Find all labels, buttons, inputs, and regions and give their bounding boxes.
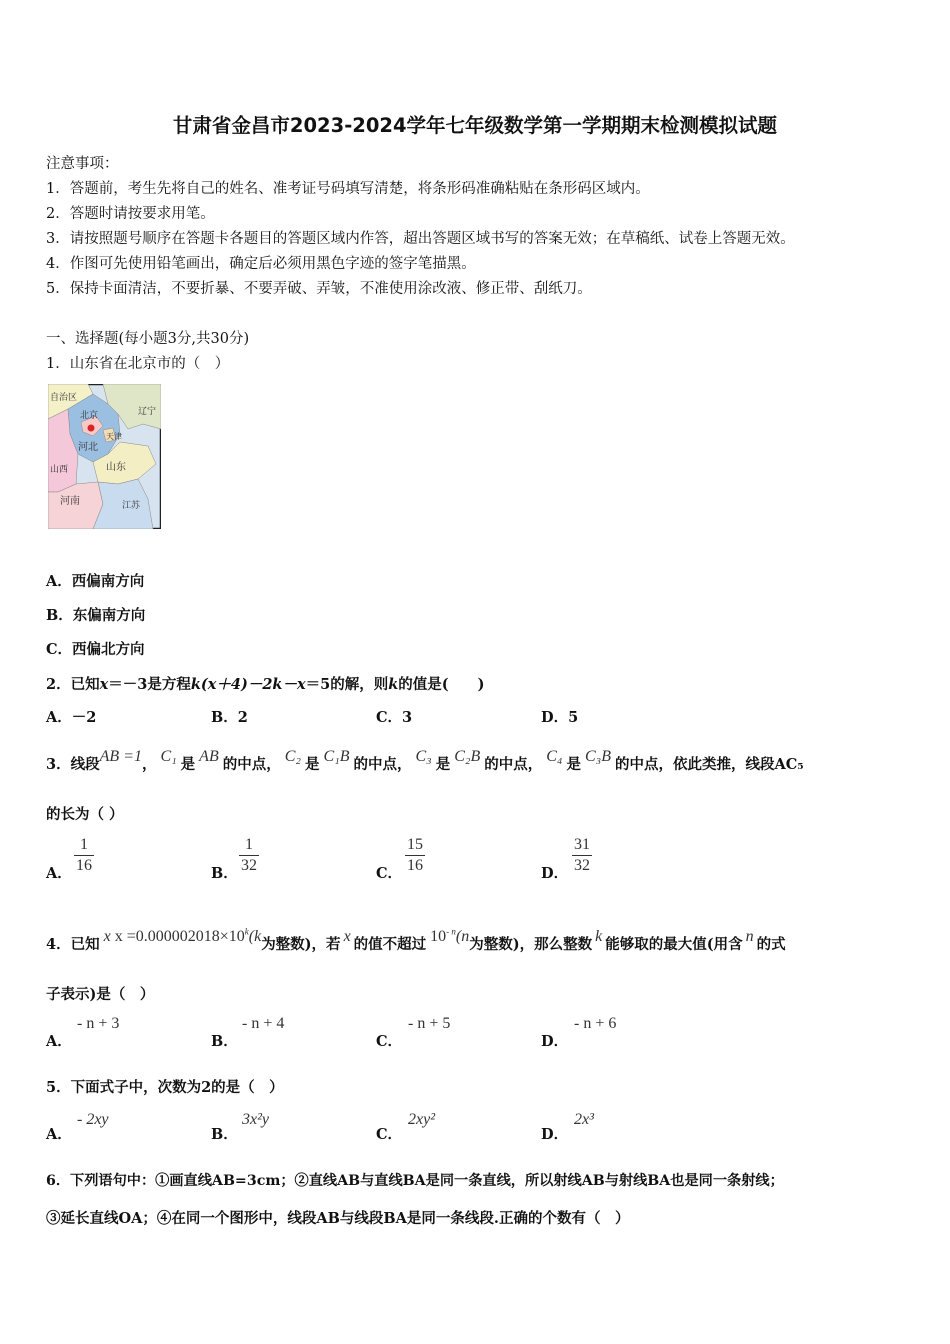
q3-formula-c1: C₁: [160, 748, 177, 765]
q2-option-d: D．5: [541, 709, 579, 726]
q2-stem-suffix: 的值是( ): [398, 676, 485, 693]
map-label-beijing: 北京: [80, 411, 99, 421]
q5-option-d-label: D．: [541, 1126, 569, 1143]
q3-option-b-fraction: [239, 836, 259, 875]
exam-title: 甘肃省金昌市2023-2024学年七年级数学第一学期期末检测模拟试题: [172, 114, 778, 137]
q4-formula-x-exp: k: [244, 926, 249, 937]
q2-stem: [46, 673, 485, 694]
q3-text-6: 的中点，: [353, 756, 412, 773]
q4-option-c-label: C．: [376, 1033, 403, 1050]
q3-option-c-den: 16: [407, 857, 423, 874]
q3-text-3: 是: [180, 756, 196, 773]
map-label-hebei: 河北: [78, 442, 98, 453]
q3-option-a-num: 1: [80, 836, 88, 853]
map-label-tianjin: 天津: [106, 432, 122, 441]
q4-option-a-expr: - n + 3: [77, 1015, 120, 1032]
q4-text-3: 的值不超过: [353, 936, 427, 953]
map-figure: [48, 384, 161, 529]
q5-option-c-label: C．: [376, 1126, 403, 1143]
notice-item-2: 2．答题时请按要求用笔。: [46, 206, 215, 222]
q3-text-9: 是: [566, 756, 581, 773]
q2-option-a: A．－2: [46, 709, 97, 726]
q1-option-c: C．西偏北方向: [46, 641, 145, 658]
q3-text-5: 是: [304, 756, 320, 773]
q5-stem: 5．下面式子中，次数为2的是（ ）: [46, 1079, 284, 1096]
q4-option-c-expr: - n + 5: [408, 1015, 451, 1032]
q2-stem-mid1: ＝－3是方程: [108, 676, 191, 693]
q6-stem-line1: 6．下列语句中：①画直线AB=3cm；②直线AB与直线BA是同一条直线，所以射线AB与射线BA也是同一条射线；: [46, 1173, 784, 1189]
q3-formula-c2: C₂: [284, 748, 301, 765]
notice-item-5: 5．保持卡面清洁，不要折暴、不要弄破、弄皱，不准使用涂改液、修正带、刮纸刀。: [46, 281, 592, 297]
q5-option-c-expr: 2xy²: [408, 1111, 435, 1128]
q3-option-d-den: 32: [574, 857, 590, 874]
q4-option-b-label: B．: [211, 1033, 238, 1050]
q6-stem-line2: ③延长直线OA；④在同一个图形中，线段AB与线段BA是同一条线段.正确的个数有（ ）: [46, 1210, 630, 1227]
q4-option-d-label: D．: [541, 1033, 569, 1050]
q4-text-6: 的式: [756, 936, 786, 953]
q3-text-8: 的中点，: [484, 756, 543, 773]
q2-stem-prefix: 2．已知: [46, 676, 100, 693]
q2-option-b: B．2: [211, 709, 248, 726]
q3-text-4: 的中点，: [222, 756, 281, 773]
q4-option-b-expr: - n + 4: [242, 1015, 285, 1032]
map-label-jiangsu: 江苏: [122, 501, 141, 511]
q3-formula-ab2: AB: [199, 748, 219, 765]
q3-option-a-fraction: [74, 836, 94, 875]
q4-stem-line2: 子表示)是（ ）: [46, 986, 155, 1003]
q1-option-a: A．西偏南方向: [46, 573, 145, 590]
q4-text-1: 4．已知: [46, 936, 100, 953]
q3-formula-c2b: C₂B: [454, 748, 481, 765]
q5-option-d-expr: 2x³: [574, 1111, 594, 1128]
beijing-marker: [88, 425, 95, 432]
q4-text-5: 能够取的最大值(用含: [605, 936, 743, 953]
section-heading: 一、选择题(每小题3分,共30分): [46, 331, 250, 347]
q3-text-2: ，: [141, 756, 157, 773]
notice-item-4: 4．作图可先使用铅笔画出，确定后必须用黑色字迹的签字笔描黑。: [46, 256, 476, 272]
notice-item-3: 3．请按照题号顺序在答题卡各题目的答题区域内作答，超出答题区域书写的答案无效；在草稿纸、试卷上答题无效。: [46, 231, 795, 247]
q3-option-d-num: 31: [574, 836, 590, 853]
q4-formula-exp: - n: [446, 926, 456, 937]
map-label-zizhiqu: 自治区: [50, 393, 78, 403]
q4-formula-x-value: [104, 928, 262, 945]
q4-formula-x-var: x: [103, 928, 111, 945]
q3-text-1: 3．线段: [46, 756, 100, 773]
q4-formula-k2: k: [595, 928, 603, 945]
q4-formula-n: (n: [455, 928, 470, 945]
q3-formula-c4: C₄: [546, 748, 563, 765]
map-label-shanxi: 山西: [50, 465, 69, 475]
q2-option-c: C．3: [376, 709, 413, 726]
q2-stem-equation: k(x＋4)－2k－x: [190, 676, 306, 693]
q3-formula-ab: AB =1: [99, 748, 142, 765]
q3-option-b-num: 1: [245, 836, 253, 853]
q3-formula-c1b: C₁B: [323, 748, 350, 765]
q3-option-b-den: 32: [241, 857, 257, 874]
q4-stem-line1: [46, 926, 786, 954]
q3-formula-c3: C₃: [415, 748, 432, 765]
q3-formula-c3b: C₃B: [584, 748, 611, 765]
q4-option-a-label: A．: [46, 1033, 72, 1050]
q4-option-d-expr: - n + 6: [574, 1015, 617, 1032]
q4-formula-power: [430, 928, 469, 945]
q3-option-c-fraction: [405, 836, 425, 875]
q2-stem-k: k: [388, 676, 399, 693]
q3-option-c-label: C．: [376, 865, 403, 882]
q3-text-7: 是: [435, 756, 451, 773]
q3-option-d-label: D．: [541, 865, 569, 882]
q2-stem-x: x: [99, 676, 109, 693]
notice-heading: 注意事项：: [46, 156, 119, 172]
q4-formula-k: (k: [248, 928, 262, 945]
q3-option-d-fraction: [572, 836, 592, 875]
q4-formula-n2: n: [745, 928, 754, 945]
q3-stem-line1: [46, 748, 804, 774]
q4-text-4: 为整数)，那么整数: [469, 936, 593, 953]
q5-option-b-label: B．: [211, 1126, 238, 1143]
q3-option-a-den: 16: [76, 857, 92, 874]
q1-stem: 1．山东省在北京市的（ ）: [46, 356, 230, 372]
q5-option-a-label: A．: [46, 1126, 72, 1143]
q2-stem-mid2: ＝5的解，则: [305, 676, 389, 693]
map-label-shandong: 山东: [106, 462, 126, 473]
q4-text-2: 为整数)，若: [261, 936, 341, 953]
q4-formula-x-expr: x =0.000002018×10: [114, 928, 245, 945]
q5-option-b-expr: 3x²y: [242, 1111, 269, 1128]
q4-formula-base: 10: [430, 928, 447, 945]
q3-option-b-label: B．: [211, 865, 238, 882]
map-label-liaoning: 辽宁: [138, 407, 157, 417]
notice-item-1: 1．答题前，考生先将自己的姓名、准考证号码填写清楚，将条形码准确粘贴在条形码区域内。: [46, 181, 650, 197]
q3-stem-line2: 的长为（ ）: [46, 806, 124, 823]
q3-text-10: 的中点，依此类推，线段AC₅: [614, 756, 804, 773]
q1-option-b: B．东偏南方向: [46, 607, 146, 624]
q5-option-a-expr: - 2xy: [77, 1111, 109, 1128]
q3-option-c-num: 15: [407, 836, 423, 853]
q3-option-a-label: A．: [46, 865, 72, 882]
q4-formula-x: x: [343, 928, 351, 945]
map-label-henan: 河南: [60, 496, 80, 507]
